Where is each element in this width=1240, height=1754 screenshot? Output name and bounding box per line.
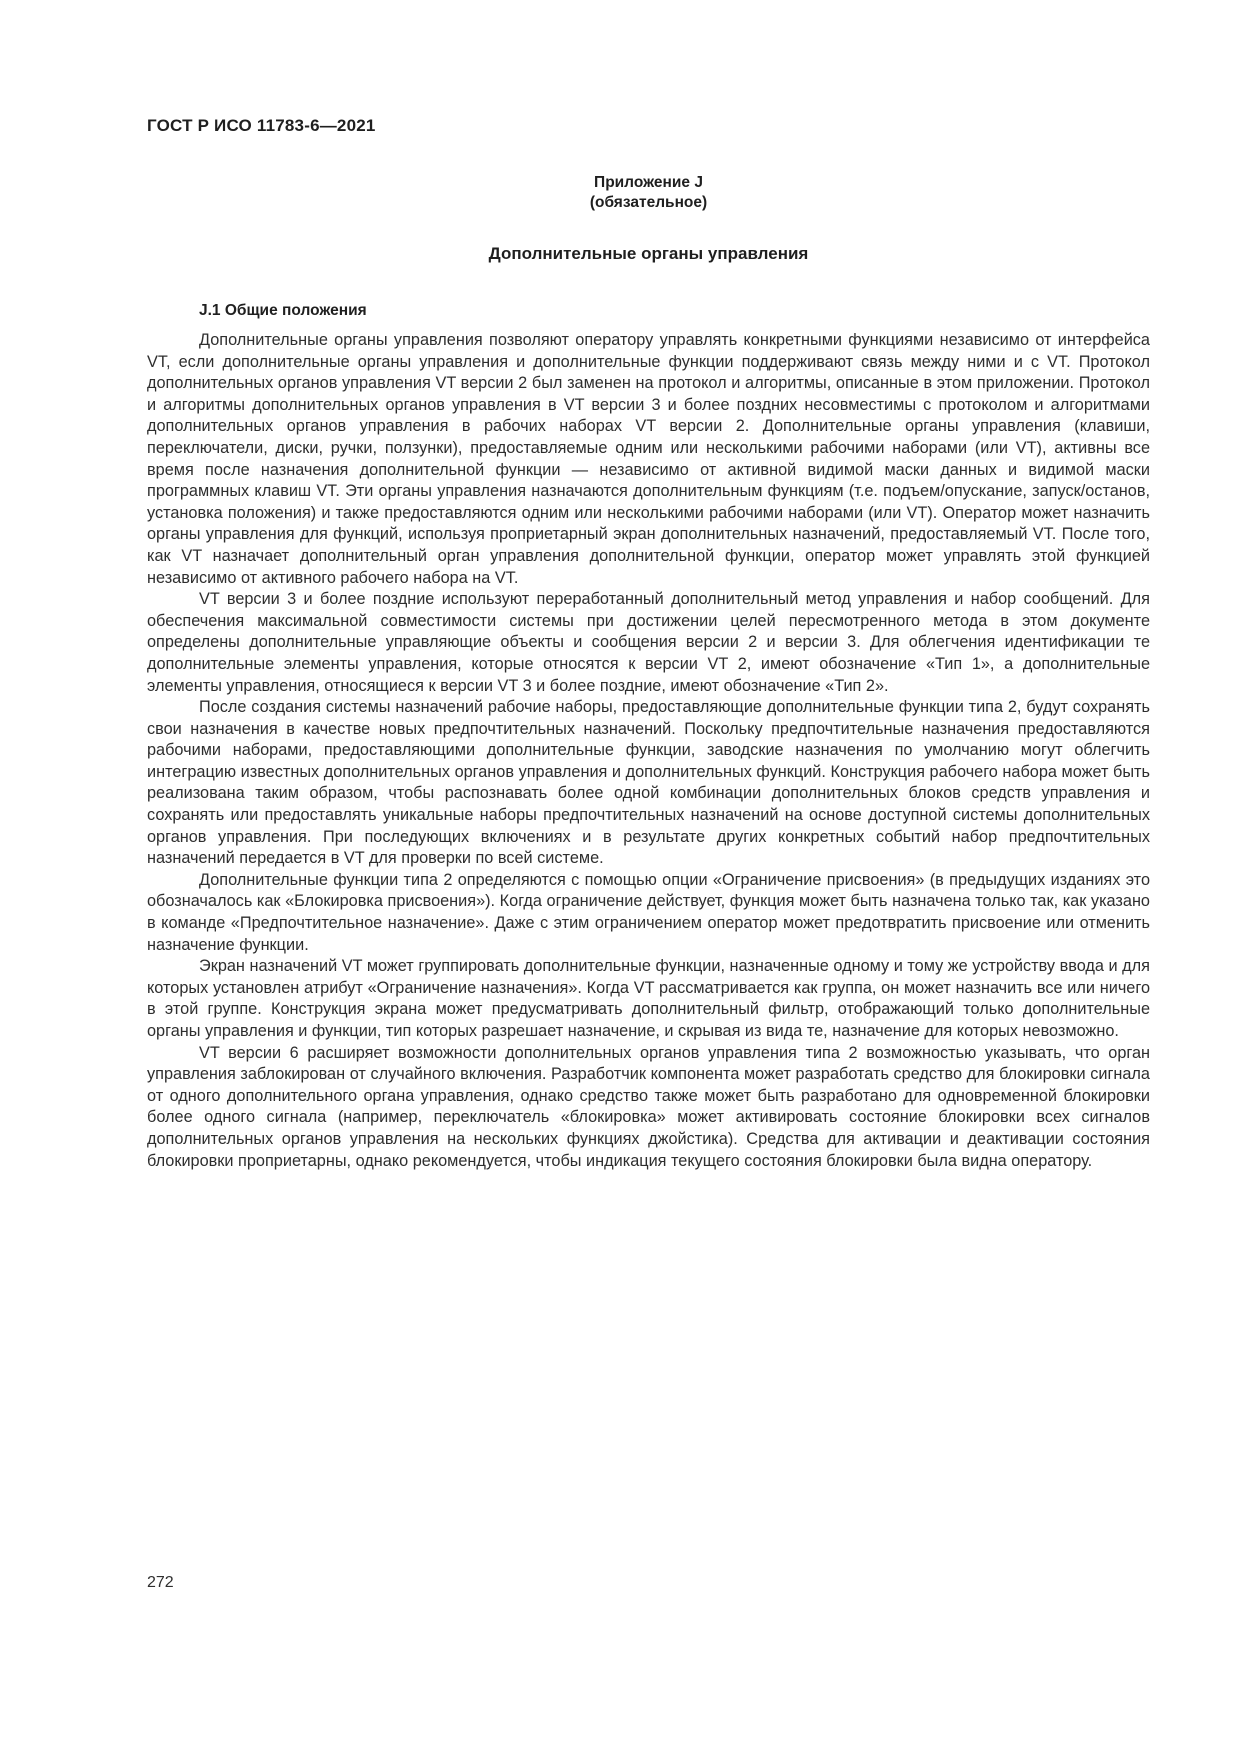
page-number: 272	[147, 1574, 174, 1591]
annex-label: Приложение J	[594, 174, 703, 191]
paragraph: VT версии 6 расширяет возможности дополнительных органов управления типа 2 возможностью указывать, что орган управления заблокирован от случайного включения. Разработчик компонента может разработать средство для блокировки сигнала от одного дополнительного органа управления, однако средство также может быть разработано для одновременной блокировки более одного сигнала (например, переключатель «блокировка» может активировать состояние блокировки всех сигналов дополнительных органов управления на нескольких функциях джойстика). Средства для активации и деактивации состояния блокировки проприетарны, однако рекомендуется, чтобы индикация текущего состояния блокировки была видна оператору.	[147, 1043, 1150, 1170]
paragraph: VT версии 3 и более поздние используют переработанный дополнительный метод управления и набор сообщений. Для обеспечения максимальной совместимости системы при достижении целей пересмотренного метода в этом документе определены дополнительные управляющие объекты и сообщения версии 2 и версии 3. Для облегчения идентификации те дополнительные элементы управления, которые относятся к версии VT 2, имеют обозначение «Тип 1», а дополнительные элементы управления, относящиеся к версии VT 3 и более поздние, имеют обозначение «Тип 2».	[147, 590, 1150, 695]
document-header: ГОСТ Р ИСО 11783-6—2021	[147, 116, 376, 135]
annex-title-block	[147, 173, 1150, 213]
paragraph: Экран назначений VT может группировать дополнительные функции, назначенные одному и тому же устройству ввода и для которых установлен атрибут «Ограничение назначения». Когда VT рассматривается как группа, он может назначить все или ничего в этой группе. Конструкция экрана может предусматривать дополнительный фильтр, отображающий только дополнительные органы управления и функции, тип которых разрешает назначение, и скрывая из вида те, назначение для которых невозможно.	[147, 957, 1150, 1040]
section-heading: J.1 Общие положения	[199, 302, 367, 319]
paragraph: Дополнительные органы управления позволяют оператору управлять конкретными функциями независимо от интерфейса VT, если дополнительные органы управления и дополнительные функции поддерживают связь между ними и с VT. Протокол дополнительных органов управления VT версии 2 был заменен на протокол и алгоритмы, описанные в этом приложении. Протокол и алгоритмы дополнительных органов управления в VT версии 3 и более поздних несовместимы с протоколом и алгоритмами дополнительных органов управления в рабочих наборах VT версии 2. Дополнительные органы управления (клавиши, переключатели, диски, ручки, ползунки), предоставляемые одним или несколькими рабочими наборами (или VT), активны все время после назначения дополнительной функции — независимо от активной видимой маски данных и видимой маски программных клавиш VT. Эти органы управления назначаются дополнительным функциям (т.е. подъем/опускание, запуск/останов, установка положения) и также предоставляются одним или несколькими рабочими наборами (или VT). Оператор может назначить органы управления для функций, используя проприетарный экран дополнительных назначений, предоставляемый VT. После того, как VT назначает дополнительный орган управления дополнительной функции, оператор может управлять этой функцией независимо от активного рабочего набора на VT.	[147, 331, 1150, 587]
annex-status: (обязательное)	[589, 194, 708, 211]
paragraph: Дополнительные функции типа 2 определяются с помощью опции «Ограничение присвоения» (в предыдущих изданиях это обозначалось как «Блокировка присвоения»). Когда ограничение действует, функция может быть назначена только так, как указано в команде «Предпочтительное назначение». Даже с этим ограничением оператор может предотвратить присвоение или отменить назначение функции.	[147, 870, 1150, 954]
annex-heading: Дополнительные органы управления	[488, 244, 809, 263]
paragraph: После создания системы назначений рабочие наборы, предоставляющие дополнительные функции типа 2, будут сохранять свои назначения в качестве новых предпочтительных назначений. Поскольку предпочтительные назначения предоставляются рабочими наборами, предоставляющими дополнительные функции, заводские назначения по умолчанию могут облегчить интеграцию известных дополнительных органов управления и дополнительных функций. Конструкция рабочего набора может быть реализована таким образом, чтобы распознавать более одной комбинации дополнительных блоков средств управления и сохранять или предоставлять уникальные наборы предпочтительных назначений на основе доступной системы дополнительных органов управления. При последующих включениях и в результате других конкретных событий набор предпочтительных назначений передается в VT для проверки по всей системе.	[147, 698, 1150, 868]
section-body	[147, 330, 1150, 1172]
